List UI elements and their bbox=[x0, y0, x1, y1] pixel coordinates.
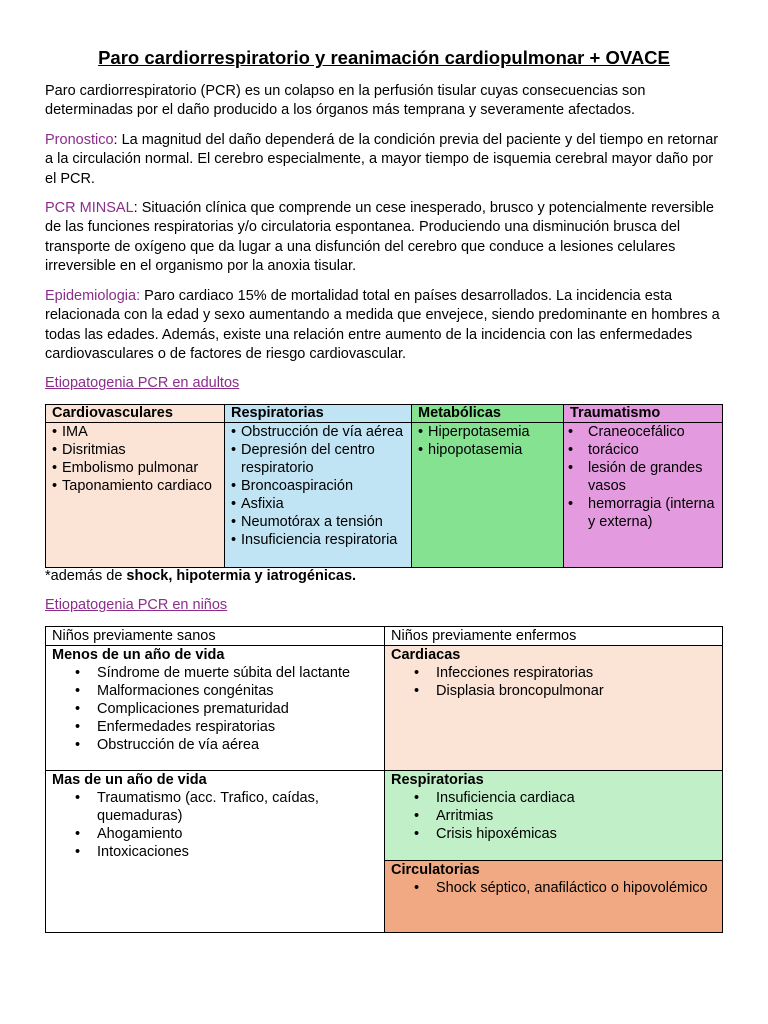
cardiacas-title: Cardiacas bbox=[391, 647, 461, 663]
list-item: • Insuficiencia respiratoria bbox=[225, 531, 411, 549]
header-cardiovasculares: Cardiovasculares bbox=[46, 405, 225, 423]
list-item: • Embolismo pulmonar bbox=[46, 459, 224, 477]
list-item: • Intoxicaciones bbox=[52, 843, 378, 861]
list-item: • Depresión del centro respiratorio bbox=[225, 441, 411, 477]
circulatorias-title: Circulatorias bbox=[391, 862, 480, 878]
note-bold: shock, hipotermia y iatrogénicas. bbox=[126, 568, 357, 584]
list-item: • Disritmias bbox=[46, 441, 224, 459]
adultos-heading[interactable]: Etiopatogenia PCR en adultos bbox=[45, 375, 240, 391]
cell-cardiovasculares bbox=[46, 423, 225, 568]
cell-cardiacas bbox=[385, 646, 723, 771]
list-item: • Obstrucción de vía aérea bbox=[52, 736, 378, 754]
epidemiologia-label: Epidemiologia: bbox=[45, 288, 141, 304]
header-traumatismo: Traumatismo bbox=[564, 405, 723, 423]
header-enfermos: Niños previamente enfermos bbox=[385, 627, 723, 646]
cell-menos-de-un-ano bbox=[46, 646, 385, 771]
list-item: • Crisis hipoxémicas bbox=[391, 825, 716, 843]
cell-respiratorias-ninos bbox=[385, 771, 723, 861]
list-item: • IMA bbox=[46, 423, 224, 441]
cell-mas-de-un-ano bbox=[46, 771, 385, 933]
list-item: • Displasia broncopulmonar bbox=[391, 682, 716, 700]
list-item: • Arritmias bbox=[391, 807, 716, 825]
pronostico-text: : La magnitud del daño dependerá de la condición previa del paciente y del tiempo en retornar a la circulación normal. El cerebro especialmente, a mayor tiempo de isquemia cerebral mayor daño por el PCR. bbox=[45, 132, 719, 187]
cell-traumatismo bbox=[564, 423, 723, 568]
list-item: • Insuficiencia cardiaca bbox=[391, 789, 716, 807]
minsal-text: : Situación clínica que comprende un cese inesperado, brusco y potencialmente reversible de las funciones respiratorias y/o circulatoria espontanea. Produciendo una disminución brusca del transporte de oxígeno que da lugar a una disfunción del cerebro que conduce a lesiones celulares irreversible en el organismo por la anoxia tisular. bbox=[45, 200, 714, 274]
header-respiratorias: Respiratorias bbox=[225, 405, 412, 423]
list-item: • Broncoaspiración bbox=[225, 477, 411, 495]
list-item: • Infecciones respiratorias bbox=[391, 664, 716, 682]
page-title: Paro cardiorrespiratorio y reanimación cardiopulmonar + OVACE bbox=[98, 47, 670, 68]
pronostico-label: Pronostico bbox=[45, 132, 114, 148]
list-item: • Malformaciones congénitas bbox=[52, 682, 378, 700]
list-item: • Asfixia bbox=[225, 495, 411, 513]
list-item: • Obstrucción de vía aérea bbox=[225, 423, 411, 441]
list-item: • Shock séptico, anafiláctico o hipovolémico bbox=[391, 879, 716, 897]
list-item: • Enfermedades respiratorias bbox=[52, 718, 378, 736]
list-item: • lesión de grandes vasos bbox=[564, 459, 722, 495]
epidemiologia-text: Paro cardiaco 15% de mortalidad total en países desarrollados. La incidencia esta relacionada con la edad y sexo aumentando a medida que envejece, siendo predominante en hombres a todas las edades. Además, existe una relación entre aumento de la incidencia con las enfermedades cardiovasculares o de factores de riesgo cardiovascular. bbox=[45, 288, 720, 362]
cell-circulatorias bbox=[385, 861, 723, 933]
list-item: • Complicaciones prematuridad bbox=[52, 700, 378, 718]
list-item: • Síndrome de muerte súbita del lactante bbox=[52, 664, 378, 682]
epidemiologia-paragraph bbox=[45, 287, 725, 364]
respiratorias-title: Respiratorias bbox=[391, 772, 484, 788]
ninos-table bbox=[45, 626, 723, 933]
adultos-table bbox=[45, 404, 723, 568]
mas-title: Mas de un año de vida bbox=[52, 772, 207, 788]
menos-title: Menos de un año de vida bbox=[52, 647, 225, 663]
list-item: • torácico bbox=[564, 441, 722, 459]
note-prefix: *además de bbox=[45, 568, 127, 584]
list-item: • Traumatismo (acc. Trafico, caídas, quemaduras) bbox=[52, 789, 378, 825]
header-metabolicas: Metabólicas bbox=[412, 405, 564, 423]
cell-metabolicas bbox=[412, 423, 564, 568]
list-item: • Neumotórax a tensión bbox=[225, 513, 411, 531]
list-item: • Hiperpotasemia bbox=[412, 423, 563, 441]
list-item: • Craneocefálico bbox=[564, 423, 722, 441]
ninos-heading[interactable]: Etiopatogenia PCR en niños bbox=[45, 597, 228, 613]
minsal-label: PCR MINSAL bbox=[45, 200, 134, 216]
list-item: • hemorragia (interna y externa) bbox=[564, 495, 722, 531]
pronostico-paragraph bbox=[45, 131, 725, 189]
list-item: • hipopotasemia bbox=[412, 441, 563, 459]
adultos-note bbox=[45, 567, 356, 585]
list-item: • Taponamiento cardiaco bbox=[46, 477, 224, 495]
header-sanos: Niños previamente sanos bbox=[46, 627, 385, 646]
list-item: • Ahogamiento bbox=[52, 825, 378, 843]
cell-respiratorias bbox=[225, 423, 412, 568]
minsal-paragraph bbox=[45, 199, 725, 276]
intro-paragraph: Paro cardiorrespiratorio (PCR) es un colapso en la perfusión tisular cuyas consecuencias son determinadas por el daño producido a los órganos más temprana y severamente afectados. bbox=[45, 83, 646, 119]
